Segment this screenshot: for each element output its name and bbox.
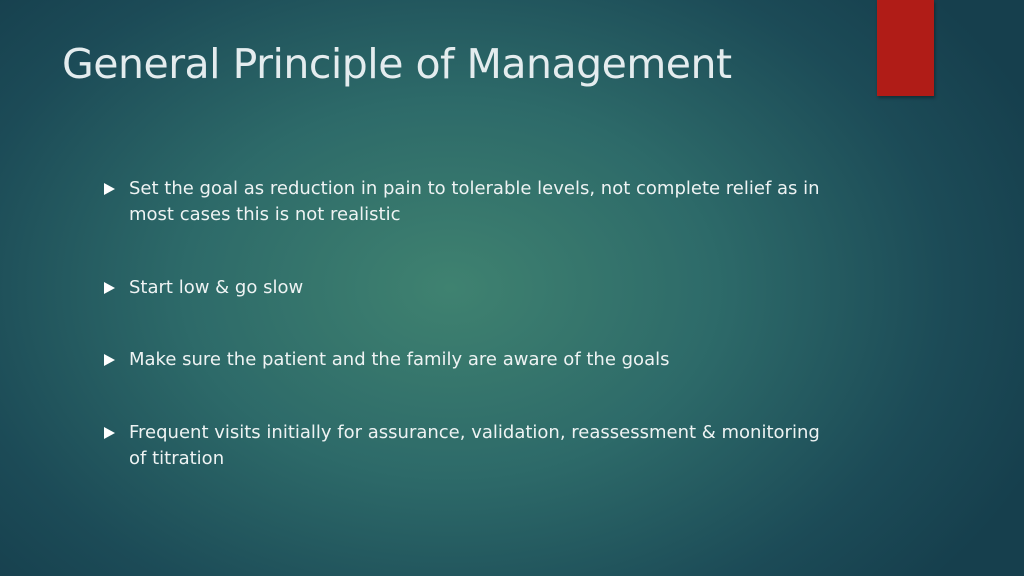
bullet-text: Frequent visits initially for assurance, validation, reassessment & monitoring of titration [129, 422, 820, 469]
play-triangle-icon [104, 354, 115, 366]
accent-bar [877, 0, 934, 96]
slide-title: General Principle of Management [62, 40, 732, 88]
bullet-text: Set the goal as reduction in pain to tolerable levels, not complete relief as in most cases this is not realistic [129, 178, 820, 225]
play-triangle-icon [104, 427, 115, 439]
bullet-item [100, 176, 820, 228]
bullet-item [100, 275, 820, 301]
bullet-item [100, 347, 820, 373]
bullet-item [100, 420, 820, 472]
play-triangle-icon [104, 183, 115, 195]
bullet-text: Start low & go slow [129, 277, 304, 298]
bullet-text: Make sure the patient and the family are aware of the goals [129, 349, 670, 370]
play-triangle-icon [104, 282, 115, 294]
